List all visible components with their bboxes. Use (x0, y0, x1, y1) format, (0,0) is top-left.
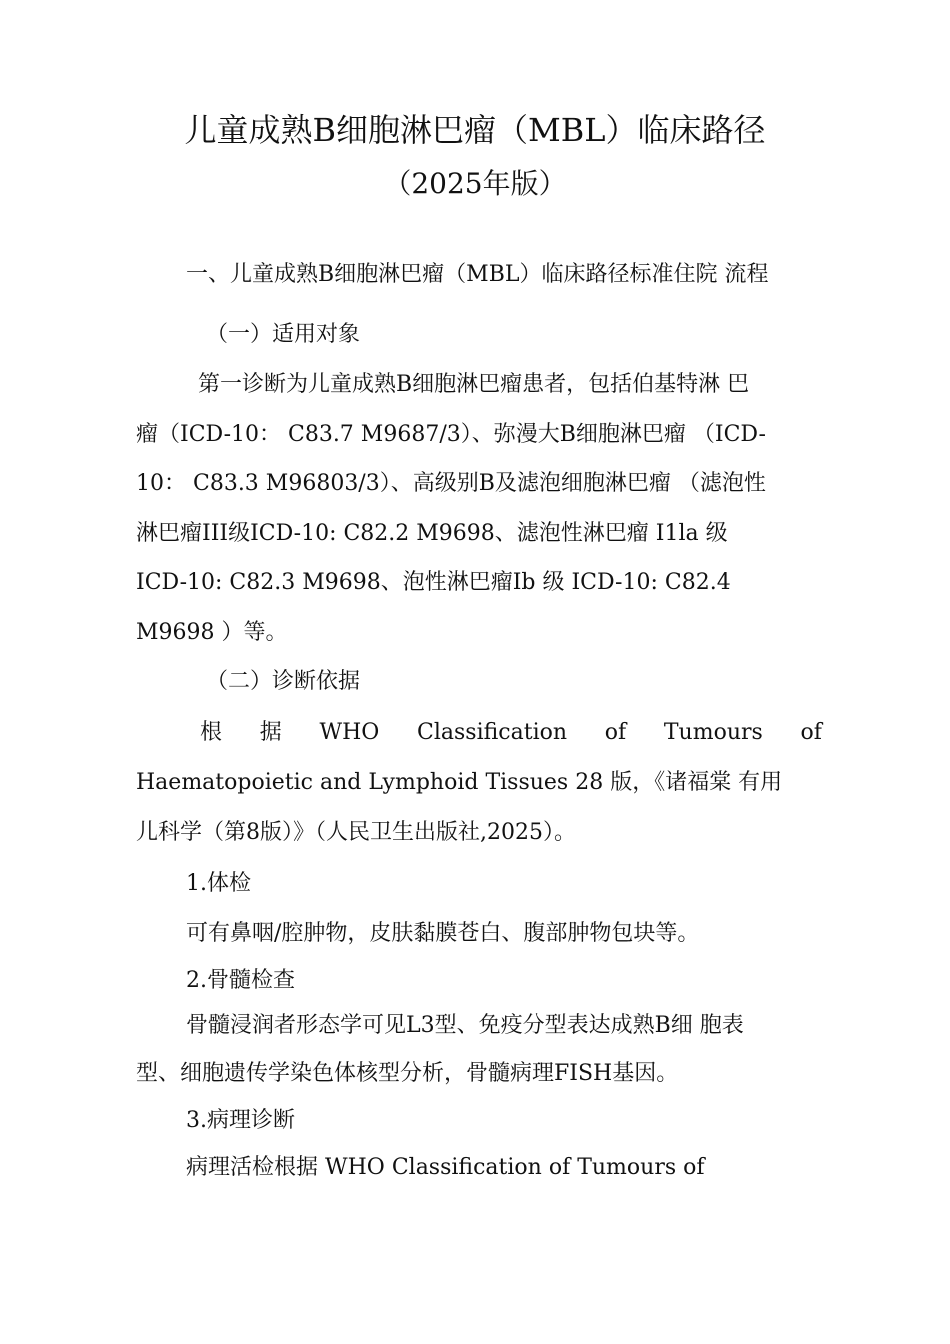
paragraph-line: 病理活检根据 WHO Classification of Tumours of (186, 1155, 705, 1180)
paragraph-line: 第一诊断为儿童成熟B细胞淋巴瘤患者，包括伯基特淋 巴 (198, 372, 750, 397)
word: 根 (200, 720, 223, 745)
document-title: 儿童成熟B细胞淋巴瘤（MBL）临床路径 (184, 111, 766, 149)
paragraph-line: 儿科学（第8版）》（人民卫生出版社,2025）。 (136, 820, 576, 845)
paragraph-line: 淋巴瘤III级ICD-10: C82.2 M9698、滤泡性淋巴瘤 I1la 级 (136, 521, 728, 546)
paragraph-line: 骨髓浸润者形态学可见L3型、免疫分型表达成熟B细 胞表 (186, 1013, 744, 1038)
paragraph-line: 可有鼻咽/腔肿物，皮肤黏膜苍白、腹部肿物包块等。 (186, 921, 700, 946)
document-subtitle: （2025年版） (383, 167, 567, 200)
item-heading-bone-marrow: 2.骨髓检查 (186, 968, 295, 993)
word: of (800, 720, 822, 745)
paragraph-line: M9698 ）等。 (136, 620, 288, 645)
word: Classification (417, 720, 568, 745)
word: Tumours (663, 720, 763, 745)
paragraph-line: 瘤（ICD-10： C83.7 M9687/3）、弥漫大B细胞淋巴瘤 （ICD- (136, 422, 766, 447)
item-heading-physical-exam: 1.体检 (186, 871, 251, 896)
paragraph-line: 10： C83.3 M96803/3）、高级别B及滤泡细胞淋巴瘤 （滤泡性 (136, 471, 766, 496)
word: 据 (259, 720, 282, 745)
word: WHO (319, 720, 380, 745)
paragraph-line: 型、细胞遗传学染色体核型分析，骨髓病理FISH基因。 (136, 1061, 679, 1086)
paragraph-line: ICD-10: C82.3 M9698、泡性淋巴瘤Ib 级 ICD-10: C82.4 (136, 570, 731, 595)
word: of (604, 720, 627, 745)
paragraph-line: Haematopoietic and Lymphoid Tissues 28 版，《诸福棠 有用 (136, 770, 783, 795)
subsection-heading-diagnosis: （二）诊断依据 (206, 669, 361, 694)
item-heading-pathology: 3.病理诊断 (186, 1108, 295, 1133)
justified-line (200, 718, 822, 748)
subsection-heading-applicable: （一）适用对象 (206, 322, 361, 347)
section-heading: 一、儿童成熟B细胞淋巴瘤（MBL）临床路径标准住院 流程 (186, 262, 769, 287)
